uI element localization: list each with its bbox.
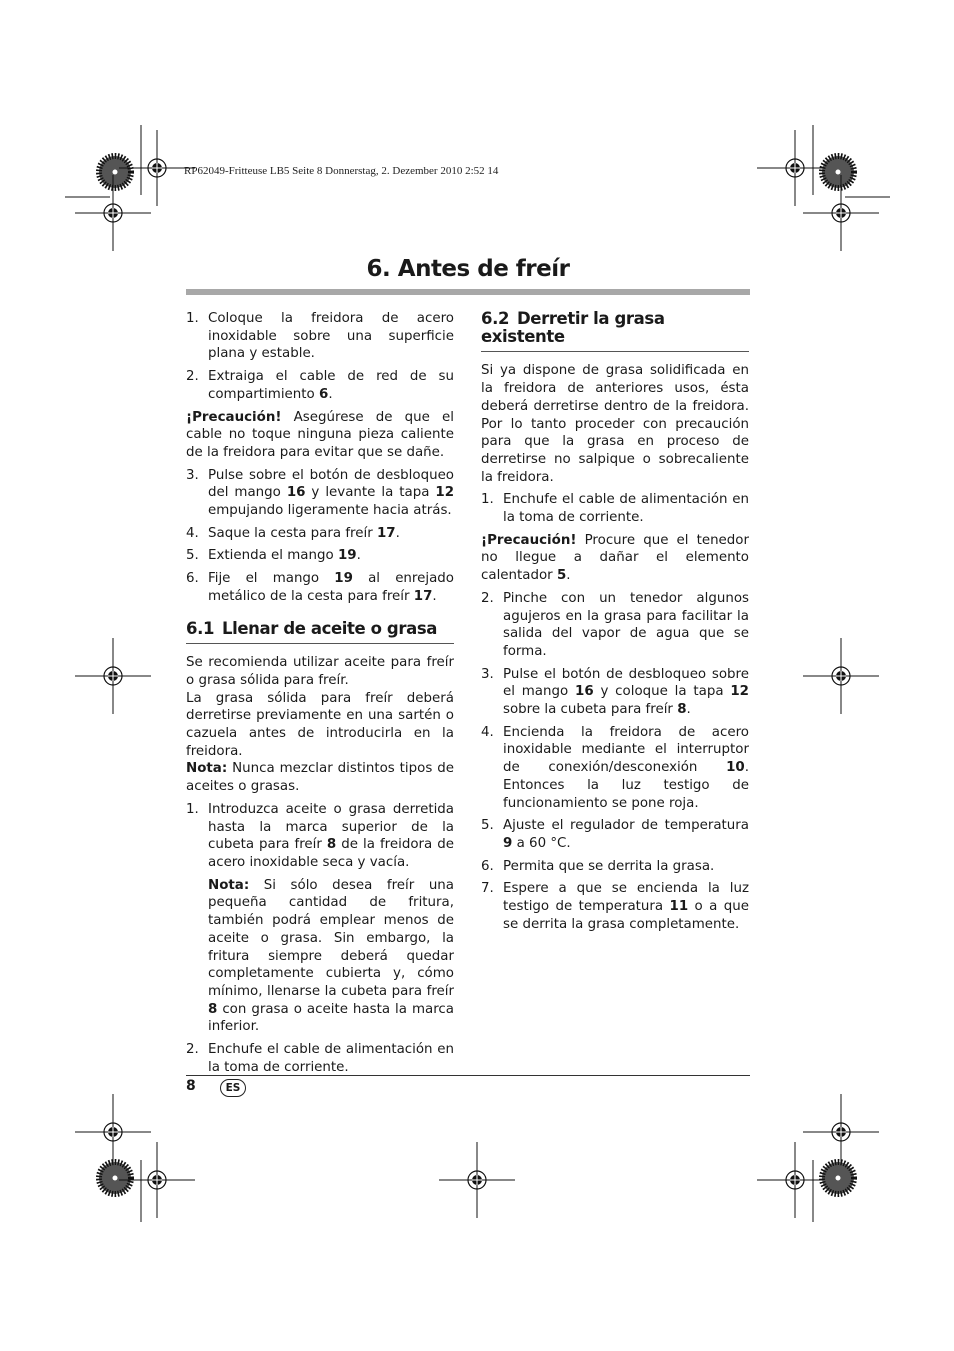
indented-note: Nota: Si sólo desea freír una pequeña cantidad de fritura, también podrá emplear menos de aceite o grasa. Sin embargo, la fritura siempre deberá quedar completamente cubierta y, cómo mínimo, llenarse la cubeta para freír 8 con grasa o aceite hasta la marca inferior. [208,877,454,1035]
list-item [481,590,749,661]
list-item [186,570,454,605]
list-item [186,547,454,565]
list-text: Extienda el mango 19. [208,548,361,564]
footer-rule [186,1075,750,1076]
list-text: Pulse sobre el botón de desbloqueo del mango 16 y levante la tapa 12 empujando ligeramente hacia atrás. [208,467,455,519]
list-item [186,525,454,543]
list-text: Coloque la freidora de acero inoxidable sobre una superficie plana y estable. [208,311,454,362]
caution-label: ¡Precaución! [186,409,282,425]
list-text: Espere a que se encienda la luz testigo de temperatura 11 o a que se derrita la grasa completamente. [503,881,749,932]
list-number: 7. [481,881,494,897]
list-text: Enchufe el cable de alimentación en la toma de corriente. [503,492,749,526]
print-info-header: RP62049-Fritteuse LB5 Seite 8 Donnerstag, 2. Dezember 2010 2:52 14 [184,165,499,177]
list-number: 2. [186,369,199,385]
list-number: 2. [186,1042,199,1058]
list-number: 6. [186,571,199,587]
list-item [481,880,749,933]
section-heading-6-1: 6.1 Llenar de aceite o grasa [186,620,454,645]
paragraph: Se recomienda utilizar aceite para freír o grasa sólida para freír. [186,655,454,688]
list-number: 1. [481,492,494,508]
list-text: Permita que se derrita la grasa. [503,858,715,874]
steps-list-3 [186,801,454,872]
paragraph: La grasa sólida para freír deberá derretirse previamente en una sartén o cazuela antes de introducirla en la freidora. [186,690,454,759]
title-bar [186,289,750,295]
list-item [186,467,454,520]
paragraph: Si ya dispone de grasa solidificada en la freidora de anteriores usos, ésta deberá derretirse dentro de la freidora. Por lo tanto proceder con precaución para que la grasa en proceso de derretirse no salpique o sobrecaliente la freidora. [481,363,749,485]
note: Nota: Nunca mezclar distintos tipos de aceites o grasas. [186,761,454,795]
steps-list-4 [186,1041,454,1076]
caution-note: ¡Precaución! Procure que el tenedor no llegue a dañar el elemento calentador 5. [481,532,749,584]
list-item [481,724,749,813]
section-heading-6-2: 6.2 Derretir la grasa existente [481,310,749,352]
list-number: 6. [481,858,494,874]
caution-label: ¡Precaución! [481,532,577,548]
list-number: 1. [186,311,199,326]
page-number: 8 [186,1078,196,1094]
left-column [186,310,454,1081]
caution-note: ¡Precaución! Asegúrese de que el cable no toque ninguna pieza caliente de la freidora para evitar que se dañe. [186,409,454,460]
steps-list-6 [481,590,749,934]
list-number: 3. [186,467,199,483]
list-item [186,801,454,872]
list-text: Pulse el botón de desbloqueo sobre el mango 16 y coloque la tapa 12 sobre la cubeta para freír 8. [503,666,749,718]
list-item [481,666,749,719]
list-item [186,368,454,403]
language-badge: ES [220,1079,246,1097]
list-item [481,491,749,526]
list-text: Introduzca aceite o grasa derretida hasta la marca superior de la cubeta para freír 8 de la freidora de acero inoxidable seca y vacía. [208,801,454,870]
list-item [481,817,749,852]
note-label: Nota: [186,761,228,777]
list-number: 5. [186,548,199,564]
list-item [186,1041,454,1076]
list-text: Enchufe el cable de alimentación en la toma de corriente. [208,1042,454,1075]
list-number: 4. [481,724,494,740]
list-text: Extraiga el cable de red de su compartimiento 6. [208,369,454,402]
list-number: 5. [481,818,494,834]
list-text: Ajuste el regulador de temperatura 9 a 60 °C. [503,818,749,851]
steps-list-1 [186,310,454,404]
steps-list-2 [186,467,454,606]
list-number: 4. [186,525,199,541]
list-text: Pinche con un tenedor algunos agujeros en la grasa para facilitar la salida del vapor de agua que se forma. [503,590,749,659]
list-number: 1. [186,801,199,817]
list-text: Encienda la freidora de acero inoxidable mediante el interruptor de conexión/desconexión 10. Entonces la luz testigo de funcionamiento se pone roja. [503,724,749,811]
right-column [481,310,749,939]
list-number: 2. [481,590,494,606]
list-number: 3. [481,666,494,682]
list-item [481,858,749,876]
steps-list-5 [481,491,749,526]
page-title: 6. Antes de freír [366,256,570,282]
list-item [186,310,454,363]
list-text: Saque la cesta para freír 17. [208,525,400,541]
note-label: Nota: [208,877,250,893]
list-text: Fije el mango 19 al enrejado metálico de la cesta para freír 17. [208,571,454,604]
